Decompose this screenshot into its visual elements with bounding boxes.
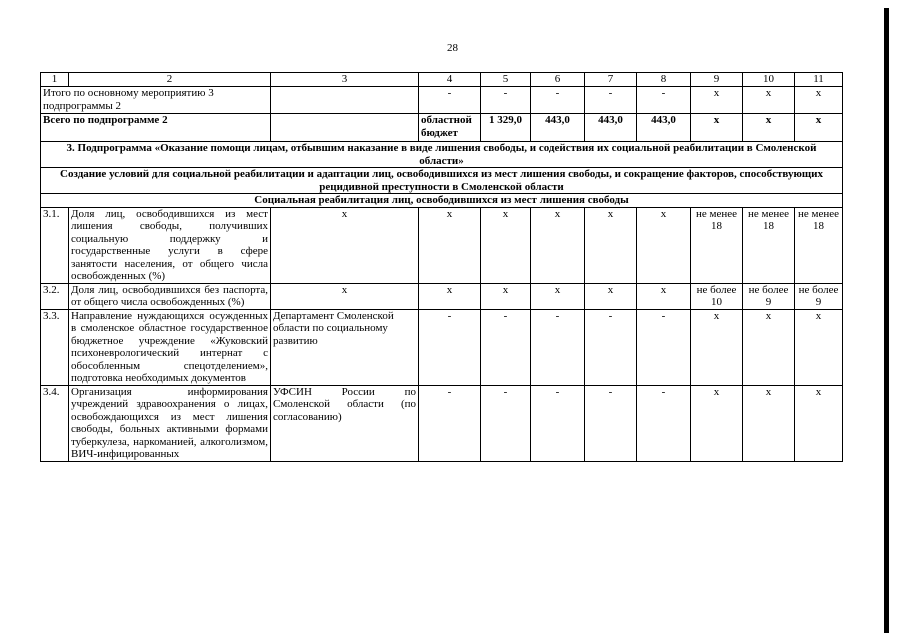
row-c11: х [795,385,843,461]
itogo-c9: х [691,87,743,114]
section-title: 3. Подпрограмма «Оказание помощи лицам, отбывшим наказание в виде лишения свободы, и содействия их социальной реабилитации в Смоленской области» [41,142,843,168]
row-number: 3.1. [41,207,69,283]
header-cell: 10 [743,73,795,87]
row-c7: - [585,385,637,461]
row-c10: не менее 18 [743,207,795,283]
row-c7: - [585,309,637,385]
vsego-c5: 1 329,0 [481,114,531,142]
vsego-c9: х [691,114,743,142]
row-c11: х [795,309,843,385]
row-c4: - [419,385,481,461]
vsego-c11: х [795,114,843,142]
row-exec: х [271,283,419,309]
row-c6: - [531,309,585,385]
row-number: 3.3. [41,309,69,385]
header-cell: 11 [795,73,843,87]
row-number: 3.2. [41,283,69,309]
vsego-label: Всего по подпрограмме 2 [41,114,271,142]
itogo-c10: х [743,87,795,114]
vsego-c8: 443,0 [637,114,691,142]
row-c6: - [531,385,585,461]
task-row [41,194,843,208]
header-cell: 7 [585,73,637,87]
row-c10: х [743,385,795,461]
row-c8: х [637,207,691,283]
itogo-c8: - [637,87,691,114]
vsego-c7: 443,0 [585,114,637,142]
row-c8: - [637,385,691,461]
column-numbers-row [41,73,843,87]
header-cell: 3 [271,73,419,87]
row-c11: не менее 18 [795,207,843,283]
header-cell: 1 [41,73,69,87]
goal-row [41,168,843,194]
table-row [41,385,843,461]
row-c4: - [419,309,481,385]
row-name: Организация информирования учреждений здравоохранения о лицах, освобождающихся из мест лишения свободы, больных активными формами туберкулеза, наркоманией, алкоголизмом, ВИЧ-инфицированных [69,385,271,461]
row-c10: х [743,309,795,385]
row-c5: - [481,385,531,461]
header-cell: 5 [481,73,531,87]
itogo-c11: х [795,87,843,114]
itogo-c4: - [419,87,481,114]
row-c8: х [637,283,691,309]
row-exec: Департамент Смоленской области по социальному развитию [271,309,419,385]
row-name: Доля лиц, освободившихся из мест лишения свободы, получивших социальную поддержку и государственные услуги в сфере занятости населения, от общего числа освобожденных (%) [69,207,271,283]
scan-edge-bar [884,8,889,633]
table-row [41,283,843,309]
table-row [41,309,843,385]
itogo-c7: - [585,87,637,114]
row-c6: х [531,283,585,309]
row-exec: х [271,207,419,283]
vsego-c10: х [743,114,795,142]
row-c10: не более 9 [743,283,795,309]
page-number: 28 [447,42,458,54]
task-title: Социальная реабилитация лиц, освободившихся из мест лишения свободы [41,194,843,208]
row-c9: х [691,385,743,461]
row-c6: х [531,207,585,283]
row-number: 3.4. [41,385,69,461]
vsego-c4: областной бюджет [419,114,481,142]
program-table [40,72,843,462]
itogo-c5: - [481,87,531,114]
row-exec: УФСИН России по Смоленской области (по согласованию) [271,385,419,461]
row-c5: х [481,207,531,283]
row-c8: - [637,309,691,385]
goal-title: Создание условий для социальной реабилитации и адаптации лиц, освободившихся из мест лишения свободы, и сокращение факторов, способствующих рецидивной преступности в Смоленской области [41,168,843,194]
row-c7: х [585,207,637,283]
header-cell: 4 [419,73,481,87]
itogo-label: Итого по основному мероприятию 3 подпрограммы 2 [41,87,271,114]
row-c11: не более 9 [795,283,843,309]
row-name: Доля лиц, освободившихся без паспорта, от общего числа освобожденных (%) [69,283,271,309]
row-c5: х [481,283,531,309]
row-c4: х [419,283,481,309]
vsego-exec [271,114,419,142]
itogo-c6: - [531,87,585,114]
vsego-c6: 443,0 [531,114,585,142]
vsego-row [41,114,843,142]
header-cell: 2 [69,73,271,87]
header-cell: 9 [691,73,743,87]
row-c9: не более 10 [691,283,743,309]
header-cell: 6 [531,73,585,87]
section-row [41,142,843,168]
row-c5: - [481,309,531,385]
table-row [41,207,843,283]
header-cell: 8 [637,73,691,87]
itogo-row [41,87,843,114]
row-c9: не менее 18 [691,207,743,283]
row-c7: х [585,283,637,309]
row-name: Направление нуждающихся осужденных в смоленское областное государственное бюджетное учреждение «Жуковский психоневрологический интернат с обособленным спецотделением», подготовка необходимых документов [69,309,271,385]
row-c9: х [691,309,743,385]
row-c4: х [419,207,481,283]
itogo-exec [271,87,419,114]
